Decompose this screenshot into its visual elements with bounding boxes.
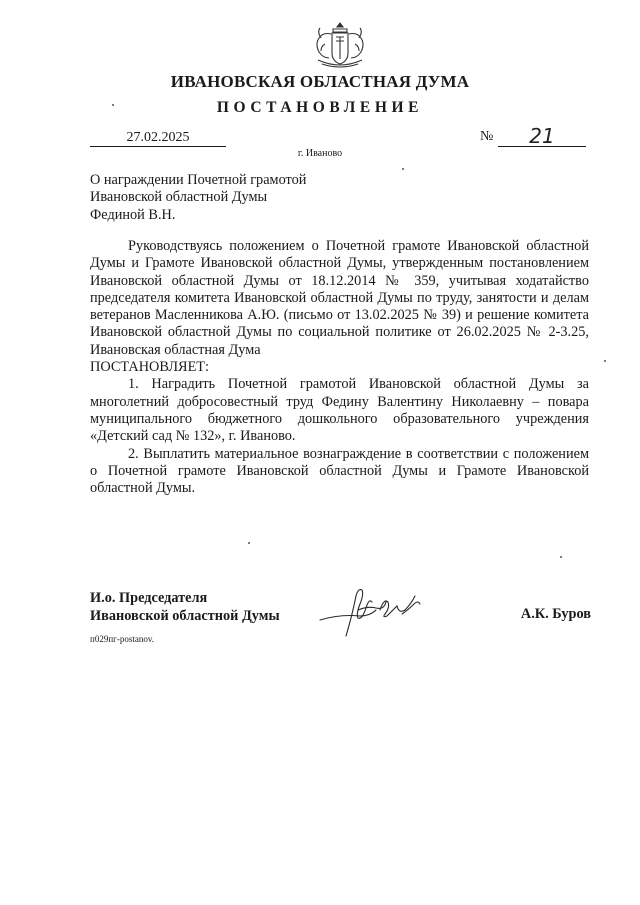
city: г. Иваново [297, 148, 343, 159]
document-date: 27.02.2025 [90, 130, 226, 147]
preamble-paragraph: Руководствуясь положением о Почетной грамоте Ивановской областной Думы и Грамоте Ивановской областной Думы, утвержденным постановлением Ивановской областной Думы от 18.12.2014 № 359, учитывая ходатайство председателя комитета Ивановской областной Думы по труду, занятости и делам ветеранов Масленникова А.Ю. (письмо от 13.02.2025 № 39) и решение комитета Ивановской областной Думы по социальной политике от 26.02.2025 № 2-3.25, Ивановская областная Дума [90, 238, 589, 358]
document-number: 21 [498, 126, 586, 147]
subject-line: О награждении Почетной грамотой [90, 172, 307, 188]
coat-of-arms-icon [309, 20, 371, 70]
subject-line: Ивановской областной Думы [90, 189, 268, 206]
scan-speck [604, 360, 606, 362]
subject-line: Фединой В.Н. [90, 206, 176, 223]
signatory-title [90, 589, 280, 625]
scan-speck [402, 168, 404, 170]
resolution-item-1: 1. Наградить Почетной грамотой Ивановской областной Думы за многолетний добросовестный труд Федину Валентину Николаевну – повара муниципального бюджетного дошкольного образовательного учреждения «Детский сад № 132», г. Иваново. [90, 376, 589, 445]
organization-title: ИВАНОВСКАЯ ОБЛАСТНАЯ ДУМА [170, 72, 470, 91]
document-body [90, 238, 589, 497]
document-reference: п029пг-postanov. [90, 634, 154, 644]
scan-speck [560, 556, 562, 558]
document-subject [90, 172, 306, 224]
scan-speck [112, 104, 114, 106]
resolution-item-2: 2. Выплатить материальное вознаграждение в соответствии с положением о Почетной грамоте Ивановской областной Думы и Грамоте Ивановской областной Думы. [90, 445, 589, 497]
number-label: № [480, 129, 494, 144]
resolves-heading: ПОСТАНОВЛЯЕТ: [90, 359, 210, 376]
document-type: ПОСТАНОВЛЕНИЕ [216, 99, 424, 116]
signatory-title-line: И.о. Председателя [90, 590, 208, 606]
signatory-name: А.К. Буров [520, 606, 591, 622]
signatory-title-line: Ивановской областной Думы [90, 608, 280, 624]
scan-speck [248, 542, 250, 544]
handwritten-signature [318, 580, 433, 642]
